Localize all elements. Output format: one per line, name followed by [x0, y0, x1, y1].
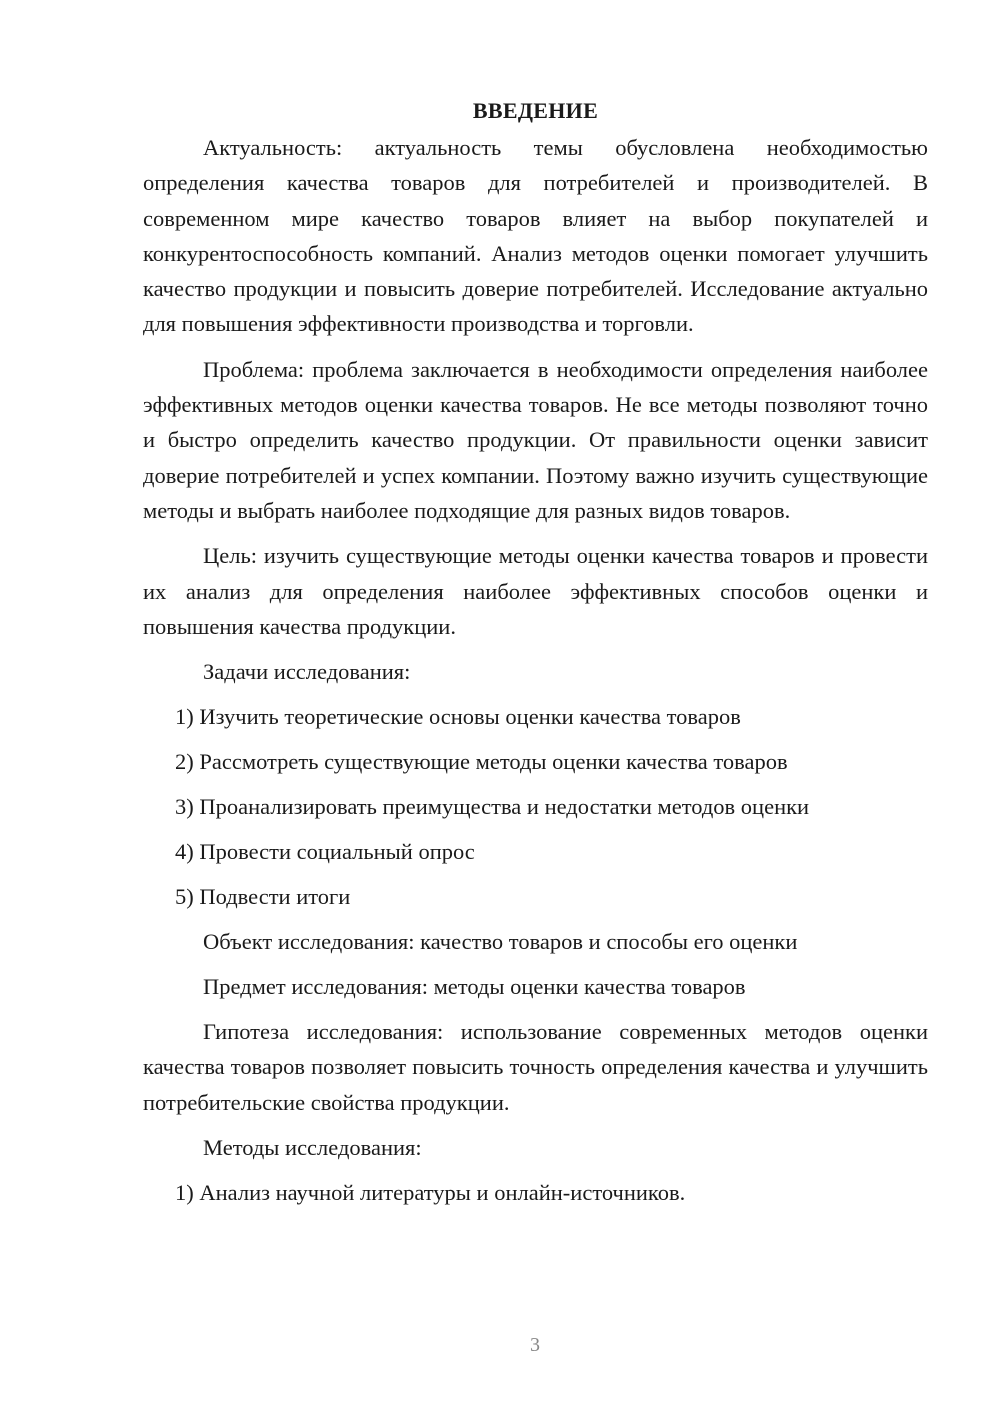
- task-item: 1) Изучить теоретические основы оценки качества товаров: [175, 704, 741, 730]
- research-object: Объект исследования: качество товаров и способы его оценки: [203, 929, 798, 955]
- section-heading: ВВЕДЕНИЕ: [472, 98, 599, 123]
- page-number: 3: [530, 1334, 540, 1356]
- research-subject: Предмет исследования: методы оценки качества товаров: [203, 974, 746, 1000]
- methods-title: Методы исследования:: [203, 1135, 422, 1161]
- task-item: 2) Рассмотреть существующие методы оценки качества товаров: [175, 749, 788, 775]
- task-item: 3) Проанализировать преимущества и недостатки методов оценки: [175, 794, 810, 820]
- hypothesis-paragraph: Гипотеза исследования: использование современных методов оценки качества товаров позволяет повысить точность определения качества и улучшить потребительские свойства продукции.: [143, 1019, 928, 1115]
- goal-paragraph: Цель: изучить существующие методы оценки качества товаров и провести их анализ для определения наиболее эффективных способов оценки и повышения качества продукции.: [143, 543, 928, 639]
- problem-paragraph: Проблема: проблема заключается в необходимости определения наиболее эффективных методов оценки качества товаров. Не все методы позволяют точно и быстро определить качество продукции. От правильности оценки зависит доверие потребителей и успех компании. Поэтому важно изучить существующие методы и выбрать наиболее подходящие для разных видов товаров.: [143, 356, 928, 523]
- method-item: 1) Анализ научной литературы и онлайн-источников.: [175, 1180, 686, 1206]
- document-page: [143, 96, 928, 1220]
- relevance-paragraph: Актуальность: актуальность темы обусловлена необходимостью определения качества товаров для потребителей и производителей. В современном мире качество товаров влияет на выбор покупателей и конкурентоспособность компаний. Анализ методов оценки помогает улучшить качество продукции и повысить доверие потребителей. Исследование актуально для повышения эффективности производства и торговли.: [143, 135, 928, 337]
- task-item: 5) Подвести итоги: [175, 884, 351, 910]
- tasks-title: Задачи исследования:: [203, 659, 411, 685]
- task-item: 4) Провести социальный опрос: [175, 839, 475, 865]
